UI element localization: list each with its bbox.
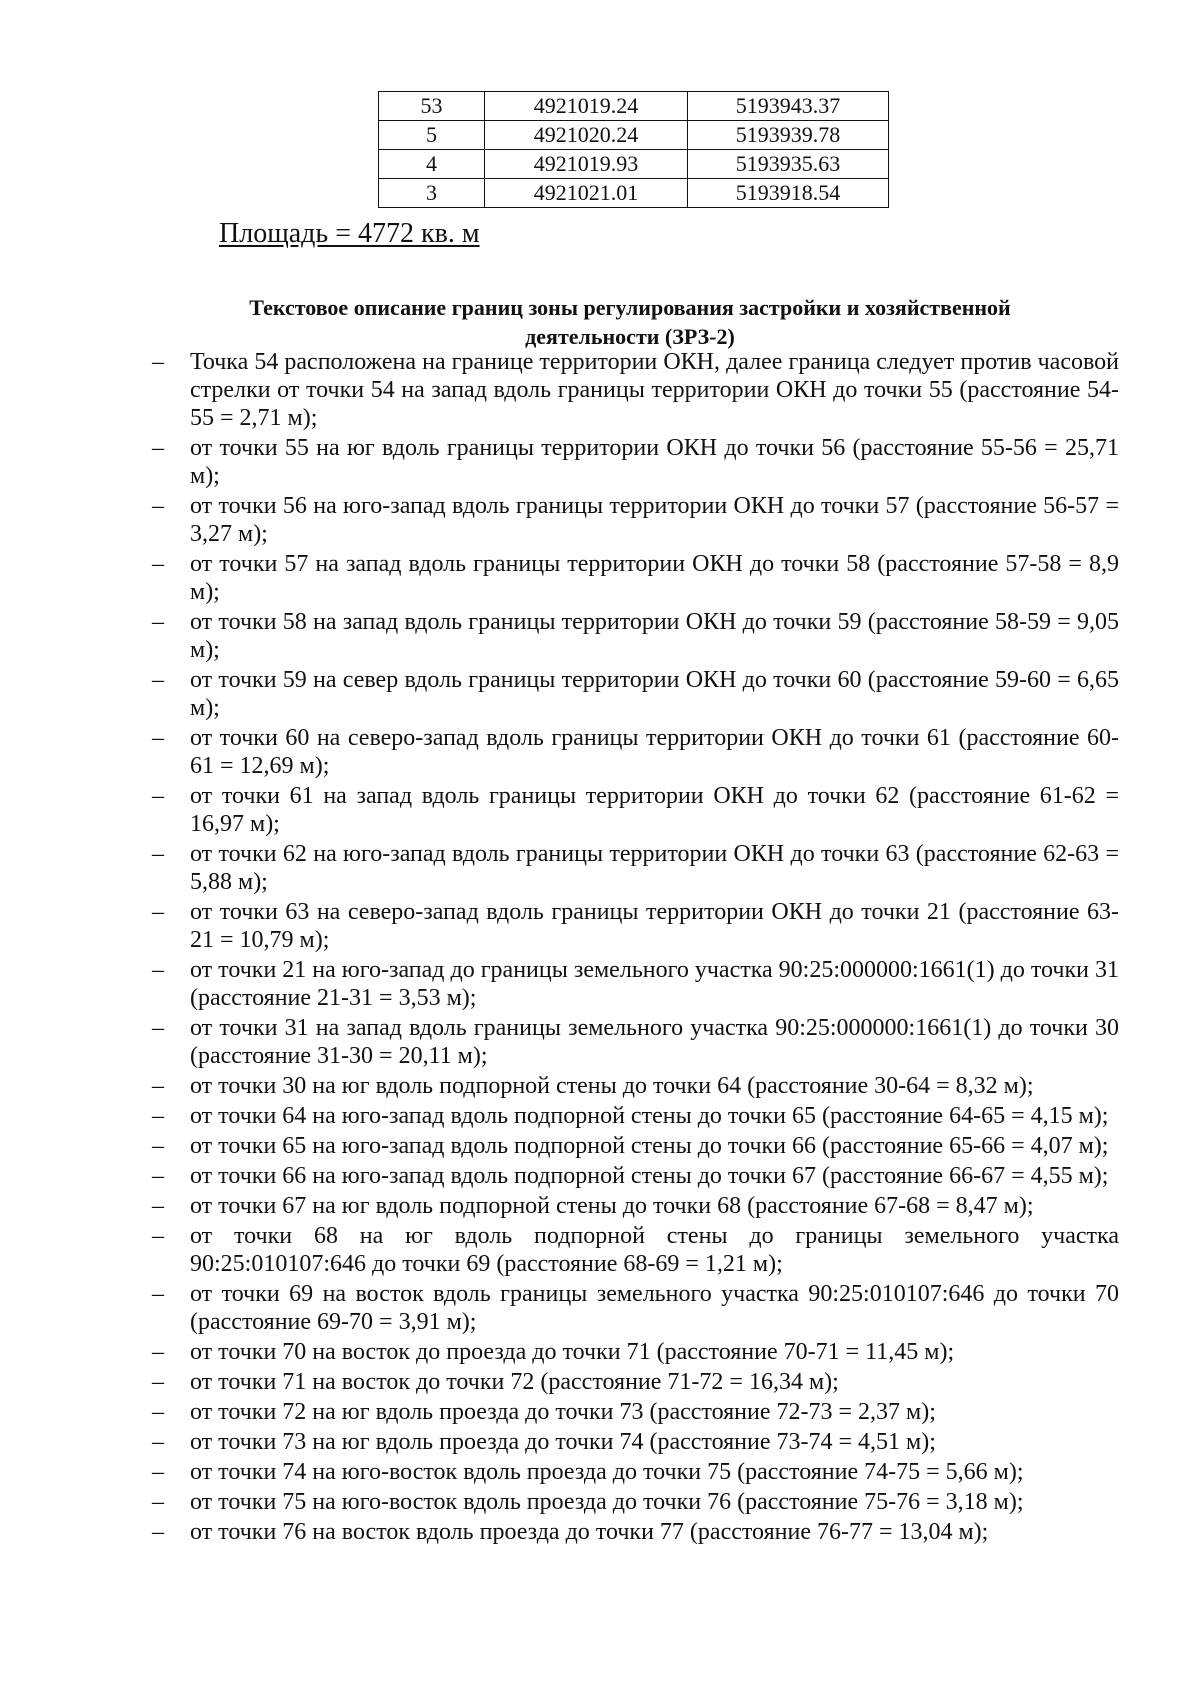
list-item [0, 666, 1200, 722]
boundary-description-list [0, 348, 1200, 1548]
section-heading-line-1: Текстовое описание границ зоны регулирования застройки и хозяйственной [249, 295, 1011, 320]
list-item-text: от точки 69 на восток вдоль границы земельного участка 90:25:010107:646 до точки 70 (расстояние 69-70 = 3,91 м); [190, 1281, 1119, 1335]
point-number-cell: 5 [379, 121, 485, 150]
list-dash: – [152, 841, 164, 867]
list-item-text: от точки 21 на юго-запад до границы земельного участка 90:25:000000:1661(1) до точки 31 (расстояние 21-31 = 3,53 м); [190, 957, 1119, 1011]
list-item [0, 1222, 1200, 1278]
list-item-text: от точки 61 на запад вдоль границы территории ОКН до точки 62 (расстояние 61-62 = 16,97 м); [190, 783, 1119, 837]
x-coordinate-cell: 4921019.24 [485, 92, 688, 121]
list-dash: – [152, 1103, 164, 1129]
list-item-text: от точки 74 на юго-восток вдоль проезда до точки 75 (расстояние 74-75 = 5,66 м); [190, 1459, 1024, 1485]
list-item [0, 1488, 1200, 1516]
list-item [0, 782, 1200, 838]
list-item [0, 1280, 1200, 1336]
x-coordinate-cell: 4921021.01 [485, 179, 688, 208]
list-item-text: от точки 57 на запад вдоль границы территории ОКН до точки 58 (расстояние 57-58 = 8,9 м); [190, 551, 1119, 605]
list-dash: – [152, 493, 164, 519]
list-item [0, 1162, 1200, 1190]
list-item-text: от точки 31 на запад вдоль границы земельного участка 90:25:000000:1661(1) до точки 30 (расстояние 31-30 = 20,11 м); [190, 1015, 1119, 1069]
section-heading [200, 293, 1060, 351]
list-item-text: от точки 76 на восток вдоль проезда до точки 77 (расстояние 76-77 = 13,04 м); [190, 1519, 989, 1545]
list-dash: – [152, 1429, 164, 1455]
list-item [0, 1192, 1200, 1220]
list-dash: – [152, 667, 164, 693]
list-item-text: от точки 60 на северо-запад вдоль границы территории ОКН до точки 61 (расстояние 60-61 = 12,69 м); [190, 725, 1119, 779]
list-item-text: от точки 30 на юг вдоль подпорной стены до точки 64 (расстояние 30-64 = 8,32 м); [190, 1073, 1034, 1099]
list-item [0, 1132, 1200, 1160]
coordinates-table [378, 91, 889, 208]
list-item-text: от точки 72 на юг вдоль проезда до точки 73 (расстояние 72-73 = 2,37 м); [190, 1399, 936, 1425]
list-item [0, 1338, 1200, 1366]
list-dash: – [152, 1163, 164, 1189]
y-coordinate-cell: 5193939.78 [688, 121, 889, 150]
list-item [0, 1518, 1200, 1546]
table-row [379, 121, 889, 150]
x-coordinate-cell: 4921019.93 [485, 150, 688, 179]
section-heading-line-2: деятельности (ЗРЗ-2) [525, 324, 735, 349]
list-dash: – [152, 957, 164, 983]
list-item [0, 348, 1200, 432]
y-coordinate-cell: 5193918.54 [688, 179, 889, 208]
list-dash: – [152, 1223, 164, 1249]
y-coordinate-cell: 5193935.63 [688, 150, 889, 179]
list-item-text: от точки 75 на юго-восток вдоль проезда до точки 76 (расстояние 75-76 = 3,18 м); [190, 1489, 1024, 1515]
list-dash: – [152, 435, 164, 461]
list-dash: – [152, 1015, 164, 1041]
list-item-text: от точки 73 на юг вдоль проезда до точки 74 (расстояние 73-74 = 4,51 м); [190, 1429, 936, 1455]
list-item [0, 1428, 1200, 1456]
list-dash: – [152, 1073, 164, 1099]
table-row [379, 179, 889, 208]
list-item [0, 956, 1200, 1012]
list-dash: – [152, 1519, 164, 1545]
list-item-text: от точки 59 на север вдоль границы территории ОКН до точки 60 (расстояние 59-60 = 6,65 м); [190, 667, 1119, 721]
coordinates-table-body [379, 92, 889, 208]
point-number-cell: 4 [379, 150, 485, 179]
list-item [0, 1072, 1200, 1100]
list-item-text: от точки 55 на юг вдоль границы территории ОКН до точки 56 (расстояние 55-56 = 25,71 м); [190, 435, 1119, 489]
list-item [0, 1102, 1200, 1130]
point-number-cell: 53 [379, 92, 485, 121]
list-item-text: от точки 71 на восток до точки 72 (расстояние 71-72 = 16,34 м); [190, 1369, 839, 1395]
list-dash: – [152, 1281, 164, 1307]
list-item-text: от точки 62 на юго-запад вдоль границы территории ОКН до точки 63 (расстояние 62-63 = 5,88 м); [190, 841, 1119, 895]
list-dash: – [152, 349, 164, 375]
list-item-text: от точки 58 на запад вдоль границы территории ОКН до точки 59 (расстояние 58-59 = 9,05 м); [190, 609, 1119, 663]
list-item [0, 840, 1200, 896]
list-item-text: от точки 68 на юг вдоль подпорной стены до границы земельного участка 90:25:010107:646 до точки 69 (расстояние 68-69 = 1,21 м); [190, 1223, 1119, 1277]
list-dash: – [152, 1369, 164, 1395]
list-dash: – [152, 551, 164, 577]
list-item [0, 1398, 1200, 1426]
list-item-text: от точки 66 на юго-запад вдоль подпорной стены до точки 67 (расстояние 66-67 = 4,55 м); [190, 1163, 1109, 1189]
list-item [0, 1458, 1200, 1486]
list-dash: – [152, 1399, 164, 1425]
list-dash: – [152, 899, 164, 925]
list-dash: – [152, 1339, 164, 1365]
list-item [0, 608, 1200, 664]
list-item-text: от точки 67 на юг вдоль подпорной стены до точки 68 (расстояние 67-68 = 8,47 м); [190, 1193, 1034, 1219]
list-dash: – [152, 725, 164, 751]
list-item [0, 550, 1200, 606]
table-row [379, 92, 889, 121]
list-item-text: от точки 63 на северо-запад вдоль границы территории ОКН до точки 21 (расстояние 63-21 = 10,79 м); [190, 899, 1119, 953]
point-number-cell: 3 [379, 179, 485, 208]
y-coordinate-cell: 5193943.37 [688, 92, 889, 121]
list-dash: – [152, 1459, 164, 1485]
list-item-text: от точки 64 на юго-запад вдоль подпорной стены до точки 65 (расстояние 64-65 = 4,15 м); [190, 1103, 1109, 1129]
list-dash: – [152, 783, 164, 809]
list-dash: – [152, 609, 164, 635]
x-coordinate-cell: 4921020.24 [485, 121, 688, 150]
list-item [0, 898, 1200, 954]
list-dash: – [152, 1193, 164, 1219]
list-item-text: Точка 54 расположена на границе территории ОКН, далее граница следует против часовой стрелки от точки 54 на запад вдоль границы территории ОКН до точки 55 (расстояние 54-55 = 2,71 м); [190, 349, 1119, 431]
list-item-text: от точки 70 на восток до проезда до точки 71 (расстояние 70-71 = 11,45 м); [190, 1339, 955, 1365]
list-dash: – [152, 1133, 164, 1159]
area-statement: Площадь = 4772 кв. м [219, 218, 480, 249]
list-item [0, 724, 1200, 780]
list-item-text: от точки 56 на юго-запад вдоль границы территории ОКН до точки 57 (расстояние 56-57 = 3,27 м); [190, 493, 1119, 547]
list-dash: – [152, 1489, 164, 1515]
list-item-text: от точки 65 на юго-запад вдоль подпорной стены до точки 66 (расстояние 65-66 = 4,07 м); [190, 1133, 1109, 1159]
list-item [0, 1014, 1200, 1070]
list-item [0, 1368, 1200, 1396]
list-item [0, 434, 1200, 490]
list-item [0, 492, 1200, 548]
table-row [379, 150, 889, 179]
